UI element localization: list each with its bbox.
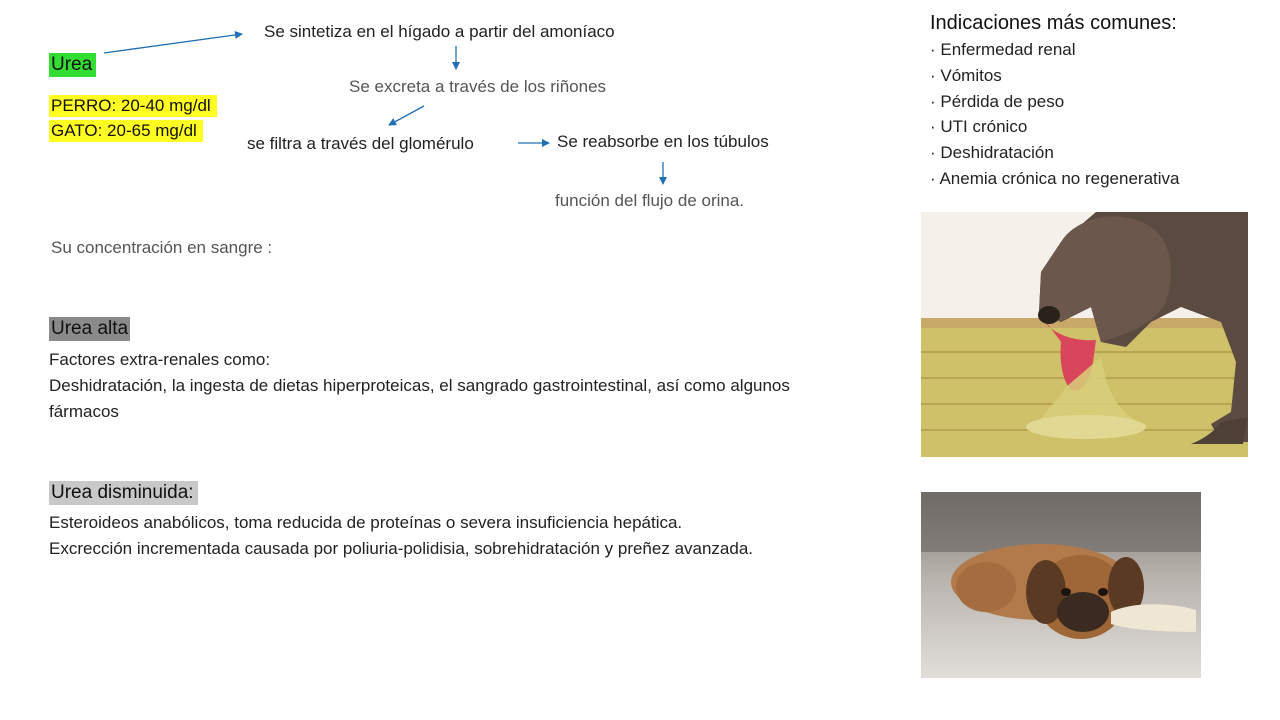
flow-step-excretion: Se excreta a través de los riñones — [349, 77, 607, 96]
low-urea-heading: Urea disminuida: — [49, 481, 198, 505]
low-urea-line2: Excrección incrementada causada por poliuria-polidisia, sobrehidratación y preñez avanzada. — [49, 539, 754, 558]
flow-step-urine-flow: función del flujo de orina. — [555, 191, 745, 210]
low-urea-line1: Esteroideos anabólicos, toma reducida de proteínas o severa insuficiencia hepática. — [49, 513, 683, 532]
blood-concentration-label: Su concentración en sangre : — [51, 238, 273, 257]
flow-step-filtration: se filtra a través del glomérulo — [247, 134, 474, 153]
cat-range: GATO: 20-65 mg/dl — [49, 120, 203, 142]
high-urea-line2: Deshidratación, la ingesta de dietas hiperproteicas, el sangrado gastrointestinal, así como algunos fármacos — [49, 376, 790, 421]
indication-item: · UTI crónico — [930, 117, 1028, 137]
indication-item: · Deshidratación — [930, 143, 1054, 163]
vomiting-dog-image — [921, 212, 1248, 457]
indication-item: · Enfermedad renal — [930, 40, 1076, 59]
arrow-urea-to-synthesis — [104, 34, 242, 53]
flow-step-synthesis: Se sintetiza en el hígado a partir del amoníaco — [264, 22, 615, 41]
tired-dog-image — [921, 492, 1201, 678]
indications-panel — [930, 12, 1179, 192]
low-urea-text — [49, 510, 889, 562]
dog-range: PERRO: 20-40 mg/dl — [49, 95, 217, 117]
indications-list — [930, 37, 1179, 192]
indication-item: · Pérdida de peso — [930, 91, 1065, 111]
flow-step-reabsorption: Se reabsorbe en los túbulos — [557, 132, 769, 151]
urea-title: Urea — [49, 53, 96, 77]
reference-ranges — [49, 93, 217, 143]
indications-title: Indicaciones más comunes: — [930, 12, 1177, 34]
arrow-excretion-to-filtration — [389, 106, 424, 125]
high-urea-text — [49, 347, 839, 425]
indication-item: · Anemia crónica no regenerativa — [930, 168, 1180, 188]
high-urea-heading: Urea alta — [51, 318, 129, 339]
high-urea-line1: Factores extra-renales como: — [49, 350, 271, 369]
indication-item: · Vómitos — [930, 65, 1002, 85]
